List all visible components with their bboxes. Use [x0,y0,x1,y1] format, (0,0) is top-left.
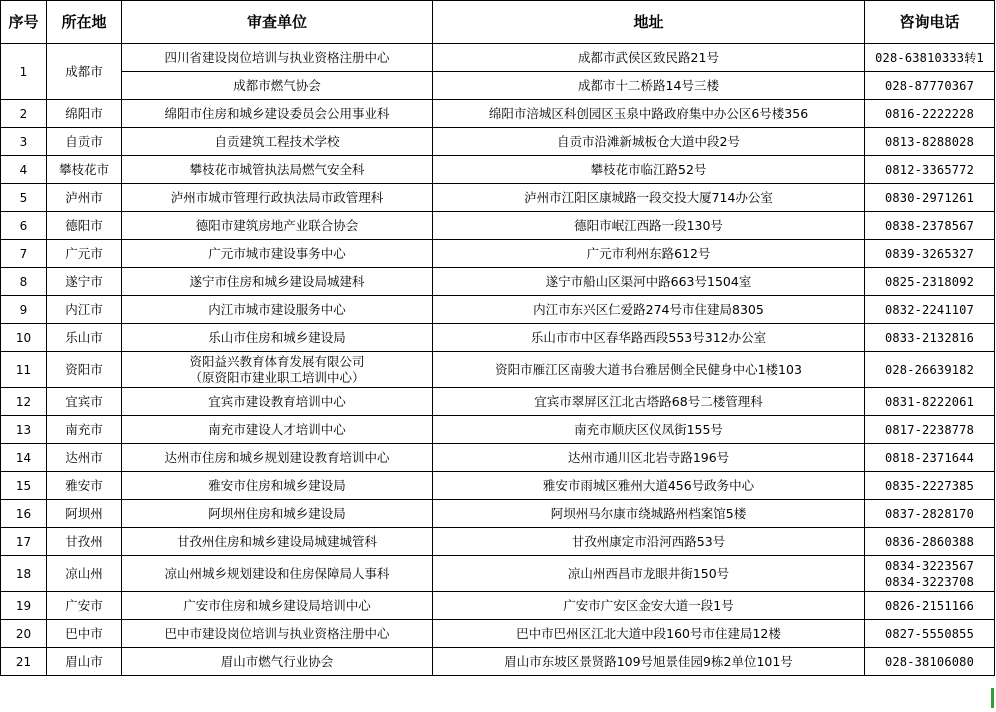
cell-address: 内江市东兴区仁爱路274号市住建局8305 [433,296,865,324]
cell-unit: 达州市住房和城乡规划建设教育培训中心 [122,444,433,472]
cell-unit: 雅安市住房和城乡建设局 [122,472,433,500]
cell-phone [865,648,995,676]
cell-address: 广元市利州东路612号 [433,240,865,268]
cell-address: 德阳市岷江西路一段130号 [433,212,865,240]
table-row [1,352,995,388]
cell-city: 绵阳市 [47,100,122,128]
phone-number: 0837-2828170 [884,506,975,521]
cell-city: 资阳市 [47,352,122,388]
cell-address: 阿坝州马尔康市绕城路州档案馆5楼 [433,500,865,528]
cell-seq: 13 [1,416,47,444]
cell-unit: 成都市燃气协会 [122,72,433,100]
cell-phone [865,212,995,240]
cell-seq: 10 [1,324,47,352]
cell-phone [865,352,995,388]
cell-unit: 遂宁市住房和城乡建设局城建科 [122,268,433,296]
phone-number: 0818-2371644 [884,450,975,465]
header-address: 地址 [433,1,865,44]
cell-phone [865,528,995,556]
cell-phone [865,156,995,184]
cell-unit: 攀枝花市城管执法局燃气安全科 [122,156,433,184]
cell-seq: 5 [1,184,47,212]
cell-phone [865,296,995,324]
cell-phone [865,620,995,648]
phone-number: 0838-2378567 [884,218,975,233]
cell-seq: 19 [1,592,47,620]
cell-phone [865,416,995,444]
phone-number: 028-63810333转1 [875,50,984,65]
cell-address: 凉山州西昌市龙眼井街150号 [433,556,865,592]
cell-city: 广元市 [47,240,122,268]
table-row [1,556,995,592]
cell-unit: 内江市城市建设服务中心 [122,296,433,324]
cell-unit-line: （原资阳市建业职工培训中心） [189,369,365,385]
cell-city: 泸州市 [47,184,122,212]
phone-number: 028-38106080 [884,654,975,669]
cell-unit: 广元市城市建设事务中心 [122,240,433,268]
table-row [1,268,995,296]
phone-number: 0812-3365772 [884,162,975,177]
table-row [1,648,995,676]
cell-city: 内江市 [47,296,122,324]
header-seq: 序号 [1,1,47,44]
cell-seq: 16 [1,500,47,528]
cell-city: 宜宾市 [47,388,122,416]
cell-city: 阿坝州 [47,500,122,528]
cell-unit: 眉山市燃气行业协会 [122,648,433,676]
cell-address: 巴中市巴州区江北大道中段160号市住建局12楼 [433,620,865,648]
phone-number: 0833-2132816 [884,330,975,345]
phone-number: 0835-2227385 [884,478,975,493]
cell-city: 成都市 [47,44,122,100]
cell-phone [865,500,995,528]
cell-city: 南充市 [47,416,122,444]
table-row [1,100,995,128]
header-unit: 审查单位 [122,1,433,44]
cell-phone [865,128,995,156]
cell-seq: 15 [1,472,47,500]
cell-unit-line: 资阳益兴教育体育发展有限公司 [189,353,365,369]
edge-marker [991,688,994,708]
table-row [1,240,995,268]
table-row [1,156,995,184]
cell-seq: 7 [1,240,47,268]
table-row [1,324,995,352]
table-row [1,416,995,444]
cell-seq: 11 [1,352,47,388]
table-row [1,500,995,528]
phone-number: 028-87770367 [884,78,975,93]
header-city: 所在地 [47,1,122,44]
cell-phone [865,268,995,296]
cell-city: 达州市 [47,444,122,472]
cell-address: 乐山市市中区春华路西段553号312办公室 [433,324,865,352]
cell-unit: 德阳市建筑房地产业联合协会 [122,212,433,240]
table-row [1,388,995,416]
cell-seq: 6 [1,212,47,240]
table-row [1,128,995,156]
cell-phone [865,556,995,592]
phone-number: 0832-2241107 [884,302,975,317]
cell-seq: 1 [1,44,47,100]
cell-unit: 广安市住房和城乡建设局培训中心 [122,592,433,620]
cell-seq: 3 [1,128,47,156]
cell-unit: 四川省建设岗位培训与执业资格注册中心 [122,44,433,72]
table-row [1,212,995,240]
cell-phone [865,184,995,212]
cell-seq: 21 [1,648,47,676]
cell-unit: 绵阳市住房和城乡建设委员会公用事业科 [122,100,433,128]
table-row [1,184,995,212]
cell-address: 广安市广安区金安大道一段1号 [433,592,865,620]
cell-unit: 阿坝州住房和城乡建设局 [122,500,433,528]
phone-number: 0834-3223567 [884,558,975,573]
phone-number: 0836-2860388 [884,534,975,549]
cell-address: 绵阳市涪城区科创园区玉泉中路政府集中办公区6号楼356 [433,100,865,128]
cell-city: 甘孜州 [47,528,122,556]
cell-phone [865,388,995,416]
cell-address: 自贡市沿滩新城板仓大道中段2号 [433,128,865,156]
cell-seq: 8 [1,268,47,296]
cell-address: 资阳市雁江区南骏大道书台雅居侧全民健身中心1楼103 [433,352,865,388]
cell-address: 南充市顺庆区仪凤街155号 [433,416,865,444]
phone-number: 0816-2222228 [884,106,975,121]
cell-unit: 巴中市建设岗位培训与执业资格注册中心 [122,620,433,648]
table-row [1,444,995,472]
cell-address: 雅安市雨城区雅州大道456号政务中心 [433,472,865,500]
cell-address: 达州市通川区北岩寺路196号 [433,444,865,472]
table-row [1,72,995,100]
table-row [1,296,995,324]
phone-number: 028-26639182 [884,362,975,377]
phone-number: 0826-2151166 [884,598,975,613]
header-phone: 咨询电话 [865,1,995,44]
cell-address: 攀枝花市临江路52号 [433,156,865,184]
phone-number: 0827-5550855 [884,626,975,641]
cell-city: 雅安市 [47,472,122,500]
cell-unit [122,352,433,388]
cell-seq: 4 [1,156,47,184]
cell-address: 成都市十二桥路14号三楼 [433,72,865,100]
cell-phone [865,100,995,128]
table-header-row [1,1,995,44]
cell-city: 德阳市 [47,212,122,240]
cell-phone [865,444,995,472]
cell-seq: 17 [1,528,47,556]
cell-city: 自贡市 [47,128,122,156]
table-row [1,44,995,72]
cell-phone [865,240,995,268]
cell-unit: 甘孜州住房和城乡建设局城建城管科 [122,528,433,556]
cell-unit: 自贡建筑工程技术学校 [122,128,433,156]
cell-city: 眉山市 [47,648,122,676]
cell-city: 遂宁市 [47,268,122,296]
cell-unit: 宜宾市建设教育培训中心 [122,388,433,416]
cell-address: 遂宁市船山区渠河中路663号1504室 [433,268,865,296]
cell-seq: 9 [1,296,47,324]
phone-number: 0825-2318092 [884,274,975,289]
cell-seq: 18 [1,556,47,592]
phone-number: 0817-2238778 [884,422,975,437]
cell-phone [865,472,995,500]
phone-number: 0813-8288028 [884,134,975,149]
cell-seq: 20 [1,620,47,648]
cell-seq: 2 [1,100,47,128]
table-row [1,528,995,556]
cell-phone [865,592,995,620]
cell-city: 广安市 [47,592,122,620]
cell-phone [865,324,995,352]
cell-address: 甘孜州康定市沿河西路53号 [433,528,865,556]
table-row [1,592,995,620]
cell-unit: 泸州市城市管理行政执法局市政管理科 [122,184,433,212]
cell-address: 眉山市东坡区景贤路109号旭景佳园9栋2单位101号 [433,648,865,676]
cell-seq: 14 [1,444,47,472]
cell-city: 巴中市 [47,620,122,648]
cell-city: 凉山州 [47,556,122,592]
phone-number: 0831-8222061 [884,394,975,409]
phone-number: 0834-3223708 [884,574,975,589]
cell-address: 成都市武侯区致民路21号 [433,44,865,72]
phone-number: 0830-2971261 [884,190,975,205]
cell-phone [865,44,995,72]
cell-address: 宜宾市翠屏区江北古塔路68号二楼管理科 [433,388,865,416]
cell-address: 泸州市江阳区康城路一段交投大厦714办公室 [433,184,865,212]
table-body [1,44,995,676]
table-row [1,472,995,500]
cell-city: 攀枝花市 [47,156,122,184]
phone-number: 0839-3265327 [884,246,975,261]
cell-unit: 凉山州城乡规划建设和住房保障局人事科 [122,556,433,592]
cell-phone [865,72,995,100]
table-row [1,620,995,648]
cell-city: 乐山市 [47,324,122,352]
cell-unit: 乐山市住房和城乡建设局 [122,324,433,352]
cell-seq: 12 [1,388,47,416]
cell-unit: 南充市建设人才培训中心 [122,416,433,444]
